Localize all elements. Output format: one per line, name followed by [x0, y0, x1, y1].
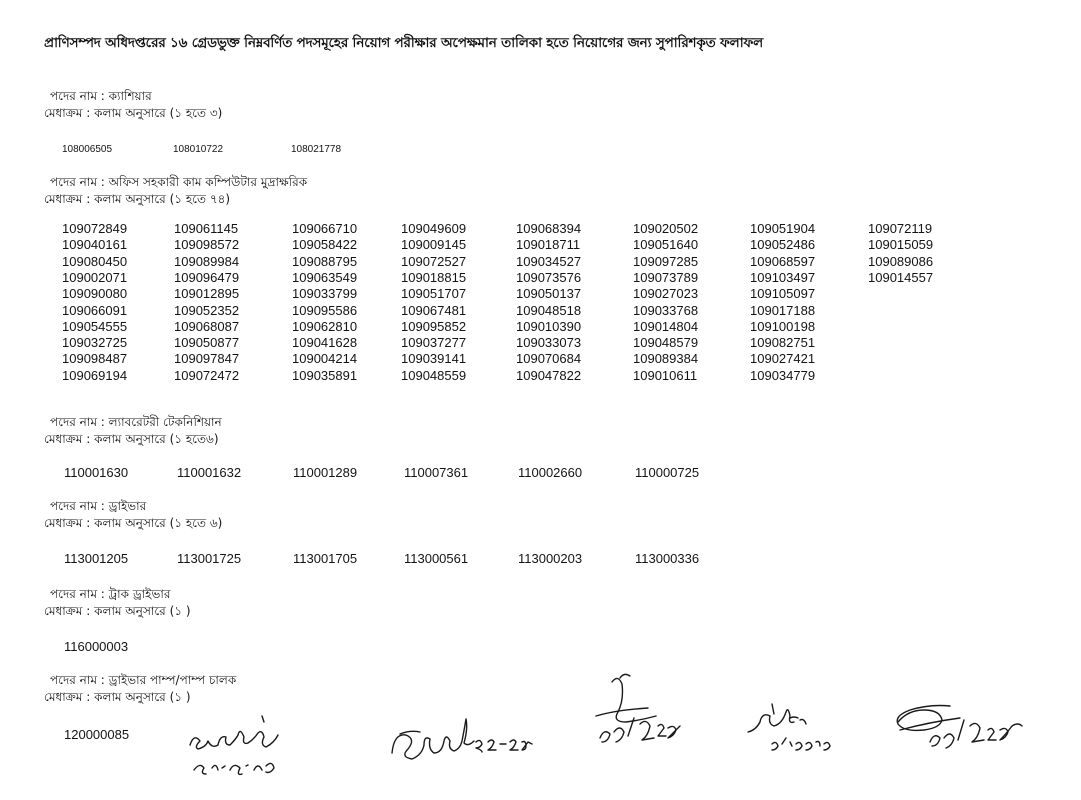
roll-number: 109095852 [401, 318, 467, 334]
roll-number: 109051640 [633, 237, 699, 253]
roll-number: 109100198 [750, 318, 816, 334]
document-title: প্রাণিসম্পদ অধিদপ্তরের ১৬ গ্রেডভুক্ত নিম্নবর্ণিত পদসমূহের নিয়োগ পরীক্ষার অপেক্ষমান তালিকা হতে নিয়োগের জন্য সুপারিশকৃত ফলাফল [44, 35, 763, 51]
roll-number: 109049609 [401, 221, 467, 236]
post-label: পদের নাম : ট্রাক ড্রাইভার [50, 587, 171, 601]
roll-number: 109048559 [401, 367, 467, 383]
roll-number: 109072119 [868, 221, 933, 236]
roll-number: 109033799 [292, 286, 358, 302]
roll-number: 109090080 [62, 286, 128, 302]
handwritten-signature-2-icon [392, 719, 532, 759]
roll-number: 109050877 [174, 335, 240, 351]
roll-number: 110002660 [518, 465, 583, 480]
roll-number: 109014557 [868, 269, 934, 285]
merit-label: মেধাক্রম : কলাম অনুসারে (১ ) [44, 690, 191, 704]
roll-number: 109069194 [62, 367, 128, 383]
roll-number: 109088795 [292, 253, 358, 269]
roll-number: 110001289 [293, 465, 358, 480]
roll-number: 109048518 [516, 302, 582, 318]
post-label: পদের নাম : ড্রাইভার পাম্প/পাম্প চালক [50, 673, 237, 687]
post-label: পদের নাম : অফিস সহকারী কাম কম্পিউটার মুদ্রাক্ষরিক [50, 175, 308, 189]
roll-list-cashier [62, 142, 341, 158]
roll-number: 108010722 [173, 144, 224, 155]
roll-number: 109020502 [633, 221, 699, 236]
merit-label: মেধাক্রম : কলাম অনুসারে (১ হতে ৩) [44, 106, 223, 120]
roll-number: 110001630 [64, 465, 129, 480]
roll-number: 109068597 [750, 253, 816, 269]
section-pump-driver [44, 672, 236, 706]
roll-number: 109105097 [750, 286, 816, 302]
roll-number: 109066091 [62, 302, 128, 318]
roll-number: 109040161 [62, 237, 128, 253]
roll-number: 109027023 [633, 286, 699, 302]
post-label: পদের নাম : ড্রাইভার [50, 499, 147, 513]
roll-number: 109066710 [292, 221, 358, 236]
roll-number: 109032725 [62, 335, 128, 351]
roll-table-office-assistant [62, 221, 962, 391]
roll-number: 109097847 [174, 351, 240, 367]
roll-number: 109033768 [633, 302, 699, 318]
roll-number: 109014804 [633, 318, 699, 334]
roll-number: 109098572 [174, 237, 240, 253]
roll-number: 109103497 [750, 269, 816, 285]
merit-label: মেধাক্রম : কলাম অনুসারে (১ হতে৬) [44, 432, 219, 446]
roll-number: 109072849 [62, 221, 128, 236]
roll-number: 110001632 [177, 465, 242, 480]
section-office-assistant [44, 174, 307, 208]
roll-number: 109018815 [401, 269, 467, 285]
roll-number: 109018711 [516, 237, 581, 253]
roll-number: 109068394 [516, 221, 582, 236]
roll-number: 109048579 [633, 335, 699, 351]
handwritten-signature-4-icon [748, 704, 830, 750]
roll-number: 109095586 [292, 302, 358, 318]
roll-number: 109051707 [401, 286, 467, 302]
section-lab-technician [44, 414, 222, 448]
roll-number: 109067481 [401, 302, 467, 318]
roll-number: 113001205 [64, 551, 129, 566]
roll-list-driver [64, 551, 699, 567]
section-truck-driver [44, 586, 191, 620]
roll-number: 109062810 [292, 318, 358, 334]
roll-number: 109054555 [62, 318, 128, 334]
roll-number: 109010390 [516, 318, 582, 334]
roll-list-pump-driver [64, 727, 129, 743]
roll-number: 109017188 [750, 302, 816, 318]
roll-number: 109035891 [292, 367, 358, 383]
roll-list-truck-driver [64, 639, 128, 655]
merit-label: মেধাক্রম : কলাম অনুসারে (১ হতে ৭৪) [44, 192, 231, 206]
roll-number: 120000085 [64, 727, 130, 742]
handwritten-signature-3-icon [596, 674, 680, 742]
roll-number: 113000203 [518, 551, 583, 566]
roll-number: 109034527 [516, 253, 582, 269]
roll-number: 108021778 [291, 144, 342, 155]
roll-number: 109051904 [750, 221, 816, 236]
roll-number: 113000336 [635, 551, 700, 566]
roll-number: 109041628 [292, 335, 358, 351]
post-label: পদের নাম : ক্যাশিয়ার [50, 89, 152, 103]
roll-number: 110007361 [404, 465, 469, 480]
roll-number: 109096479 [174, 269, 240, 285]
roll-number: 113000561 [404, 551, 469, 566]
roll-number: 109089984 [174, 253, 240, 269]
roll-number: 109068087 [174, 318, 240, 334]
roll-number: 109072472 [174, 367, 240, 383]
roll-number: 109010611 [633, 367, 698, 383]
roll-number: 109037277 [401, 335, 467, 351]
roll-number: 109052486 [750, 237, 816, 253]
post-label: পদের নাম : ল্যাবরেটরী টেকনিশিয়ান [50, 415, 222, 429]
roll-number: 109052352 [174, 302, 240, 318]
roll-number: 109098487 [62, 351, 128, 367]
roll-number: 109073576 [516, 269, 582, 285]
roll-number: 108006505 [62, 144, 113, 155]
roll-list-lab-technician [64, 465, 699, 481]
roll-number: 109002071 [62, 269, 128, 285]
roll-number: 109012895 [174, 286, 240, 302]
roll-number: 109039141 [401, 351, 467, 367]
roll-number: 109089086 [868, 253, 934, 269]
merit-label: মেধাক্রম : কলাম অনুসারে (১ হতে ৬) [44, 516, 223, 530]
roll-number: 109080450 [62, 253, 128, 269]
roll-number: 113001705 [293, 551, 358, 566]
roll-number: 109061145 [174, 221, 239, 236]
roll-number: 109034779 [750, 367, 816, 383]
section-cashier [44, 88, 222, 122]
roll-number: 109082751 [750, 335, 816, 351]
handwritten-signature-5-icon [897, 706, 1022, 749]
roll-number: 109047822 [516, 367, 582, 383]
roll-number: 109063549 [292, 269, 358, 285]
roll-number: 109058422 [292, 237, 358, 253]
roll-number: 109004214 [292, 351, 358, 367]
roll-number: 109033073 [516, 335, 582, 351]
merit-label: মেধাক্রম : কলাম অনুসারে (১ ) [44, 604, 191, 618]
roll-number: 109027421 [750, 351, 816, 367]
roll-number: 109072527 [401, 253, 467, 269]
roll-number: 109009145 [401, 237, 467, 253]
roll-number: 109070684 [516, 351, 582, 367]
handwritten-signature-1-icon [190, 716, 278, 774]
roll-number: 109097285 [633, 253, 699, 269]
roll-number: 109073789 [633, 269, 699, 285]
roll-number: 116000003 [64, 639, 129, 654]
section-driver [44, 498, 222, 532]
roll-number: 113001725 [177, 551, 242, 566]
roll-number: 110000725 [635, 465, 700, 480]
roll-number: 109015059 [868, 237, 934, 253]
roll-number: 109089384 [633, 351, 699, 367]
roll-number: 109050137 [516, 286, 582, 302]
